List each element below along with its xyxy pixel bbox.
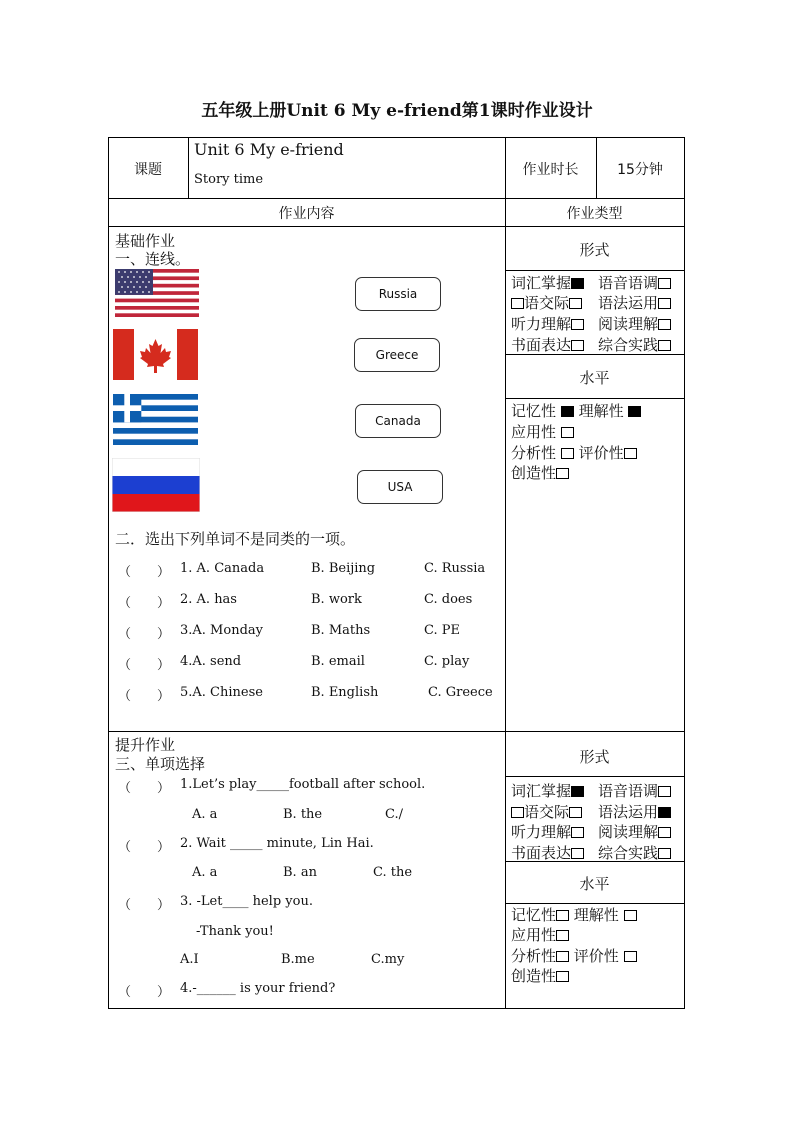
part3-heading: 三、单项选择 [115, 755, 206, 773]
question-text: 1.Let’s play_____football after school. [180, 777, 426, 792]
checkbox[interactable] [571, 786, 584, 797]
checkbox[interactable] [556, 930, 569, 941]
checkbox[interactable] [658, 848, 671, 859]
checkbox[interactable] [571, 340, 584, 351]
answer-paren[interactable]: （ ） [118, 840, 171, 855]
checkbox[interactable] [624, 448, 637, 459]
basic-heading: 基础作业 [115, 232, 176, 250]
country-russia-button[interactable]: Russia [355, 277, 441, 311]
lesson-name: Story time [194, 172, 264, 187]
duration-value: 15分钟 [617, 162, 663, 178]
answer-paren[interactable]: （ ） [118, 596, 171, 611]
option-c: C. PE [424, 623, 460, 638]
checkbox[interactable] [628, 406, 641, 417]
option-c: C. the [373, 865, 413, 880]
answer-paren[interactable]: （ ） [118, 689, 171, 704]
option-c: C. play [424, 654, 470, 669]
answer-paren[interactable]: （ ） [118, 658, 171, 673]
level-option: 记忆性 理解性 [511, 400, 641, 421]
form-option: 词汇掌握 [511, 780, 584, 801]
checkbox[interactable] [569, 298, 582, 309]
level-option: 创造性 [511, 462, 569, 483]
form-option: 语交际 [511, 292, 582, 313]
option-b: B. the [283, 807, 323, 822]
form-option: 语法运用 [598, 292, 671, 313]
level-option: 记忆性 理解性 [511, 904, 637, 925]
form-option: 阅读理解 [598, 821, 671, 842]
checkbox[interactable] [658, 319, 671, 330]
country-greece-button[interactable]: Greece [354, 338, 440, 372]
type-label: 作业类型 [566, 206, 623, 222]
option-c: C. does [424, 592, 473, 607]
checkbox[interactable] [571, 827, 584, 838]
greece-flag [113, 394, 198, 445]
answer-paren[interactable]: （ ） [118, 898, 171, 913]
checkbox[interactable] [658, 786, 671, 797]
checkbox[interactable] [556, 468, 569, 479]
checkbox[interactable] [658, 827, 671, 838]
canada-flag [113, 329, 198, 380]
part1-heading: 一、连线。 [115, 250, 191, 268]
checkbox[interactable] [571, 319, 584, 330]
level-option: 应用性 [511, 421, 574, 442]
option-a: A. a [192, 865, 218, 880]
level-option: 应用性 [511, 924, 569, 945]
checkbox[interactable] [556, 910, 569, 921]
question-text: 4.-______ is your friend? [180, 981, 336, 996]
answer-paren[interactable]: （ ） [118, 565, 171, 580]
duration-label: 作业时长 [522, 162, 579, 178]
option-a: 4.A. send [180, 654, 242, 669]
checkbox[interactable] [658, 340, 671, 351]
russia-flag [112, 458, 200, 512]
checkbox[interactable] [571, 278, 584, 289]
option-b: B. work [311, 592, 362, 607]
option-b: B. Maths [311, 623, 371, 638]
country-canada-button[interactable]: Canada [355, 404, 441, 438]
option-c: C. Greece [428, 685, 493, 700]
checkbox[interactable] [556, 971, 569, 982]
advanced-level-label: 水平 [579, 875, 610, 893]
unit-title: Unit 6 My e-friend [194, 140, 344, 159]
checkbox[interactable] [511, 807, 524, 818]
checkbox[interactable] [556, 951, 569, 962]
content-label: 作业内容 [278, 206, 335, 222]
option-c: C./ [385, 807, 403, 822]
checkbox[interactable] [561, 406, 574, 417]
part2-heading: 二．选出下列单词不是同类的一项。 [115, 530, 356, 548]
checkbox[interactable] [624, 910, 637, 921]
form-option: 综合实践 [598, 334, 671, 355]
form-option: 语法运用 [598, 801, 671, 822]
form-option: 听力理解 [511, 821, 584, 842]
checkbox[interactable] [571, 848, 584, 859]
topic-label: 课题 [134, 162, 162, 178]
option-c: C. Russia [424, 561, 486, 576]
form-option: 书面表达 [511, 334, 584, 355]
form-option: 语音语调 [598, 272, 671, 293]
form-option: 语音语调 [598, 780, 671, 801]
basic-level-label: 水平 [579, 369, 610, 387]
country-usa-button[interactable]: USA [357, 470, 443, 504]
option-a: 3.A. Monday [180, 623, 263, 638]
advanced-heading: 提升作业 [115, 736, 176, 754]
level-option: 创造性 [511, 965, 569, 986]
basic-form-label: 形式 [579, 241, 610, 259]
checkbox[interactable] [569, 807, 582, 818]
checkbox[interactable] [561, 448, 574, 459]
checkbox[interactable] [511, 298, 524, 309]
checkbox[interactable] [658, 298, 671, 309]
option-a: 5.A. Chinese [180, 685, 263, 700]
usa-flag [115, 269, 199, 317]
page-title: 五年级上册Unit 6 My e-friend第1课时作业设计 [201, 101, 593, 121]
form-option: 综合实践 [598, 842, 671, 863]
form-option: 语交际 [511, 801, 582, 822]
advanced-form-label: 形式 [579, 748, 610, 766]
level-option: 分析性 评价性 [511, 442, 637, 463]
question-text: 2. Wait _____ minute, Lin Hai. [180, 836, 374, 851]
option-a: 2. A. has [180, 592, 237, 607]
question-text: 3. -Let____ help you. [180, 894, 313, 909]
level-option: 分析性 评价性 [511, 945, 637, 966]
checkbox[interactable] [561, 427, 574, 438]
option-a: A. a [192, 807, 218, 822]
answer-paren[interactable]: （ ） [118, 627, 171, 642]
answer-paren[interactable]: （ ） [118, 781, 171, 796]
answer-paren[interactable]: （ ） [118, 985, 171, 1000]
response-text: -Thank you! [196, 924, 274, 939]
option-b: B.me [281, 952, 315, 967]
form-option: 听力理解 [511, 313, 584, 334]
form-option: 阅读理解 [598, 313, 671, 334]
option-c: C.my [371, 952, 405, 967]
checkbox[interactable] [624, 951, 637, 962]
option-b: B. Beijing [311, 561, 376, 576]
option-b: B. email [311, 654, 365, 669]
checkbox[interactable] [658, 807, 671, 818]
form-option: 书面表达 [511, 842, 584, 863]
option-b: B. English [311, 685, 379, 700]
form-option: 词汇掌握 [511, 272, 584, 293]
checkbox[interactable] [658, 278, 671, 289]
option-b: B. an [283, 865, 317, 880]
option-a: A.I [180, 952, 199, 967]
option-a: 1. A. Canada [180, 561, 265, 576]
